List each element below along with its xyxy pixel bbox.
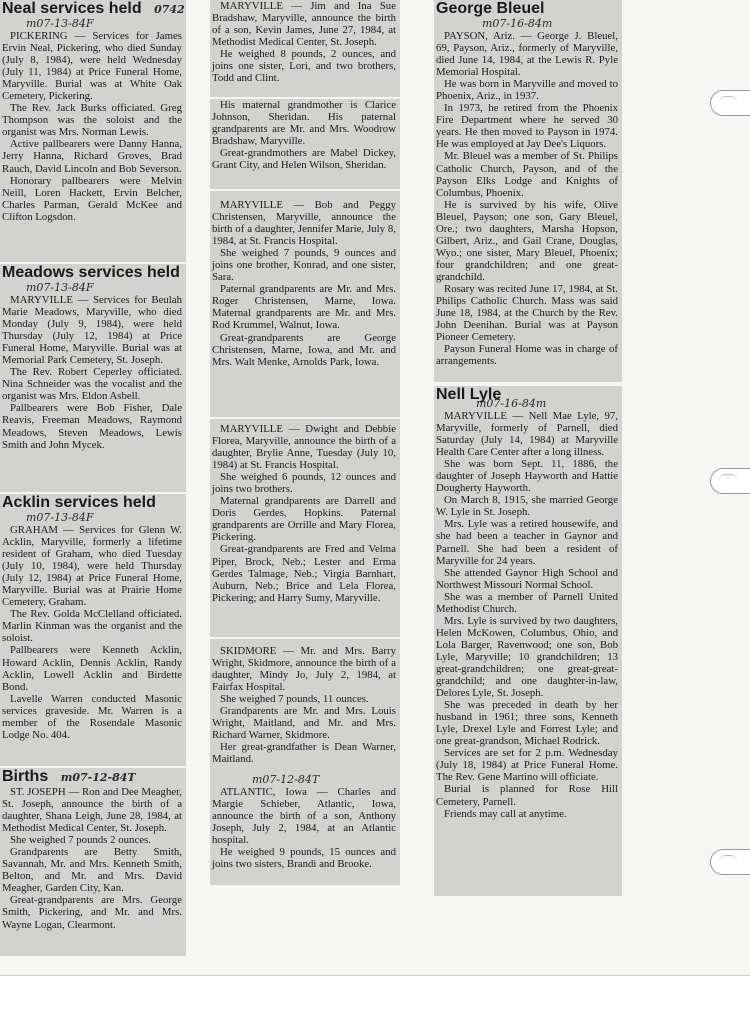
paragraph: The Rev. Jack Burks officiated. Greg Thompson was the soloist and the organist was Mrs. Norman Lewis. — [2, 102, 182, 139]
scan-background — [0, 975, 750, 1033]
paragraph: MARYVILLE — Bob and Peggy Christensen, Maryville, announce the birth of a daughter, Jennifer Marie, July 8, 1984, at St. Francis Hospital. — [212, 199, 396, 248]
headline: Acklin services held — [2, 494, 156, 511]
paragraph: Maternal grandparents are Darrell and Doris Gerdes, Hopkins. Paternal grandparents are Orrille and Mary Florea, Pickering. — [212, 495, 396, 544]
clipping-schieber-birth — [210, 774, 400, 885]
paragraph: She weighed 6 pounds, 12 ounces and joins two brothers. — [212, 471, 396, 496]
paragraph: Burial is planned for Rose Hill Cemetery, Parnell. — [436, 783, 618, 808]
paragraph: Great-grandparents are Fred and Velma Piper, Brock, Neb.; Lester and Erma Gerdes Talmage, Neb.; Virgia Barnhart, Auburn, Neb.; Brice and Lela Florea, Pickering; and Harry Sumy, Maryville. — [212, 543, 396, 604]
paragraph: The Rev. Robert Ceperley officiated. Nina Schneider was the vocalist and the organist was Mrs. Eldon Asbell. — [2, 366, 182, 403]
paragraph: MARYVILLE — Jim and Ina Sue Bradshaw, Maryville, announce the birth of a son, Kevin James, June 27, 1984, at Methodist Medical Center, St. Joseph. — [212, 0, 396, 49]
paragraph: Honorary pallbearers were Melvin Neill, Loren Hackett, Ervin Belcher, Charles Parman, Gerald McKee and Clifton Logsdon. — [2, 174, 182, 223]
paragraph: Great-grandparents are George Christensen, Marne, Iowa, and Mr. and Mrs. Walt Menke, Arnolds Park, Iowa. — [212, 331, 396, 368]
headline: George Bleuel — [436, 0, 545, 17]
paragraph: He weighed 9 pounds, 15 ounces and joins two sisters, Brandi and Brooke. — [212, 846, 396, 871]
paragraph: Paternal grandparents are Mr. and Mrs. Roger Christensen, Marne, Iowa. Maternal grandparents are Mr. and Mrs. Rod Krummel, Walnut, Iowa. — [212, 283, 396, 332]
paragraph: Grandparents are Betty Smith, Savannah, Mr. and Mrs. Kenneth Smith, Belton, and Mr. and Mrs. David Meagher, Garden City, Kan. — [2, 846, 182, 895]
paragraph: He was born in Maryville and moved to Phoenix, Ariz., in 1937. — [436, 78, 618, 103]
clipping-wright-birth — [210, 639, 400, 774]
paragraph: Mr. Bleuel was a member of St. Philips Catholic Church, Payson, and of the Payson Elks Lodge and Knights of Columbus, Phoenix. — [436, 150, 618, 199]
paragraph: On March 8, 1915, she married George W. Lyle in St. Joseph. — [436, 494, 618, 519]
paragraph: She was a member of Parnell United Methodist Church. — [436, 590, 618, 615]
handwritten-date-note: m07-13-84F — [26, 511, 94, 524]
clipping-acklin-services — [0, 494, 186, 766]
paragraph: PICKERING — Services for James Ervin Neal, Pickering, who died Sunday (July 8, 1984), were held Wednesday (July 11, 1984) at Price Funeral Home, Maryville. Burial was at White Oak Cemetery, Pickering. — [2, 30, 182, 103]
handwritten-date-note: m07-16-84m — [482, 17, 553, 30]
clipping-christensen-birth — [210, 191, 400, 417]
paragraph: Services are set for 2 p.m. Wednesday (July 18, 1984) at Price Funeral Home. The Rev. Gene Martino will officiate. — [436, 747, 618, 784]
clipping-george-bleuel — [434, 0, 622, 382]
paragraph: She attended Gaynor High School and Northwest Missouri Normal School. — [436, 566, 618, 591]
headline: Births m07-12-84T — [2, 768, 136, 785]
paragraph: MARYVILLE — Nell Mae Lyle, 97, Maryville, formerly of Parnell, died Saturday (July 14, 1984) at Maryville Health Care Center after a long illness. — [436, 410, 618, 459]
paragraph: ATLANTIC, Iowa — Charles and Margie Schieber, Atlantic, Iowa, announce the birth of a son, Anthony Joseph, July 2, 1984, at an Atlantic hospital. — [212, 786, 396, 847]
headline: Nell Lyle — [436, 386, 502, 403]
paragraph: Great-grandmothers are Mabel Dickey, Grant City, and Helen Wilson, Sheridan. — [212, 147, 396, 172]
clipping-bradshaw-grandparents — [210, 99, 400, 189]
paragraph: Pallbearers were Kenneth Acklin, Howard Acklin, Dennis Acklin, Randy Acklin, Lowell Acklin and Birdette Bond. — [2, 644, 182, 693]
handwritten-note: 0742 — [154, 3, 185, 16]
clipping-bradshaw-birth — [210, 0, 400, 97]
paragraph: He weighed 8 pounds, 2 ounces, and joins one sister, Lori, and two brothers, Todd and Clint. — [212, 48, 396, 85]
paragraph: ST. JOSEPH — Ron and Dee Meagher, St. Joseph, announce the birth of a daughter, Shana Leigh, June 28, 1984, at Methodist Medical Center, St. Joseph. — [2, 786, 182, 835]
clipping-florea-birth — [210, 419, 400, 637]
clipping-meadows-services — [0, 264, 186, 492]
handwritten-date-note: m07-13-84F — [26, 17, 94, 30]
paragraph: Mrs. Lyle is survived by two daughters, Helen McKowen, Columbus, Ohio, and Lola Barger, Ravenwood; one son, Bob Lyle, Maryville; 10 grandchildren; 13 great-grandchildren; one great-great-grandchild; and one daughter-in-law, Delores Lyle, St. Joseph. — [436, 614, 618, 700]
paragraph: Grandparents are Mr. and Mrs. Louis Wright, Maitland, and Mr. and Mrs. Richard Warner, Skidmore. — [212, 705, 396, 742]
paragraph: Her great-grandfather is Dean Warner, Maitland. — [212, 741, 396, 766]
handwritten-date-note: m07-12-84T — [60, 771, 136, 784]
paragraph: Active pallbearers were Danny Hanna, Jerry Hanna, Richard Groves, Brad Rauch, David Lincoln and Bob Severson. — [2, 138, 182, 175]
punch-hole — [710, 468, 750, 494]
paragraph: In 1973, he retired from the Phoenix Fire Department where he served 30 years. He then moved to Payson in 1974. He was employed at Jay Dee's Liquors. — [436, 102, 618, 151]
punch-hole — [710, 90, 750, 116]
paragraph: Rosary was recited June 17, 1984, at St. Philips Catholic Church. Mass was said June 18, 1984, at the Church by the Rev. John Deenihan. Burial was at Payson Pioneer Cemetery. — [436, 282, 618, 344]
paragraph: Friends may call at anytime. — [444, 807, 567, 820]
paragraph: She weighed 7 pounds, 11 ounces. — [220, 693, 369, 706]
paragraph: Payson Funeral Home was in charge of arrangements. — [436, 343, 618, 368]
headline: Neal services held 0742 — [2, 0, 185, 17]
paragraph: GRAHAM — Services for Glenn W. Acklin, Maryville, formerly a lifetime resident of Graham, who died Tuesday (July 10, 1984), were held Thursday (July 12, 1984) at Price Funeral Home, Maryville. Burial was at Prairie Home Cemetery, Graham. — [2, 524, 182, 609]
paragraph: She was preceded in death by her husband in 1961; three sons, Kenneth Lyle, Drexel Lyle and Forrest Lyle; and one great-grandson, Michael Rodrick. — [436, 699, 618, 748]
paragraph: Mrs. Lyle was a retired housewife, and she had been a teacher in Gaynor and Parnell. She had been a resident of Maryville for 24 years. — [436, 518, 618, 567]
paragraph: She weighed 7 pounds 2 ounces. — [10, 834, 151, 847]
punch-hole — [710, 849, 750, 875]
clipping-nell-lyle — [434, 386, 622, 896]
paragraph: His maternal grandmother is Clarice Johnson, Sheridan. His paternal grandparents are Mr. and Mrs. Woodrow Bradshaw, Maryville. — [212, 99, 396, 148]
handwritten-date-note: m07-12-84T — [252, 774, 320, 786]
paragraph: MARYVILLE — Services for Beulah Marie Meadows, Maryville, who died Monday (July 9, 1984), were held Thursday (July 12, 1984) at Price Funeral Home, Maryville. Burial was at Memorial Park Cemetery, St. Joseph. — [2, 294, 182, 367]
handwritten-date-note: m07-13-84F — [26, 281, 94, 294]
paragraph: Great-grandparents are Mrs. George Smith, Pickering, and Mr. and Mrs. Wayne Logan, Clearmont. — [2, 894, 182, 931]
paragraph: Pallbearers were Bob Fisher, Dale Reavis, Freeman Meadows, Raymond Meadows, Steven Meadows, Lewis Smith and John Mycek. — [2, 402, 182, 451]
paragraph: Lavelle Warren conducted Masonic services graveside. Mr. Warren is a member of the Rosendale Masonic Lodge No. 404. — [2, 692, 182, 741]
clipping-neal-services — [0, 0, 186, 262]
paragraph: PAYSON, Ariz. — George J. Bleuel, 69, Payson, Ariz., formerly of Maryville, died June 14, 1984, at the Lewis R. Pyle Memorial Hospital. — [436, 30, 618, 79]
paragraph: He is survived by his wife, Olive Bleuel, Payson; one son, Gary Bleuel, Ore.; two daughters, Marsha Hopson, Gilbert, Ariz., and Gail Crane, Douglas, Wyo.; one sister, Mary Bleuel, Phoenix; four grandchildren; and one great-grandchild. — [436, 198, 618, 283]
paragraph: The Rev. Golda McClelland officiated. Marlin Kinman was the organist and the soloist. — [2, 608, 182, 645]
handwritten-date-note: m07-16-84m — [476, 397, 547, 410]
clipping-births — [0, 768, 186, 956]
headline: Meadows services held — [2, 264, 180, 281]
paragraph: She weighed 7 pounds, 9 ounces and joins one brother, Konrad, and one sister, Sara. — [212, 247, 396, 284]
paragraph: MARYVILLE — Dwight and Debbie Florea, Maryville, announce the birth of a daughter, Brylie Anne, Tuesday (July 10, 1984) at St. Francis Hospital. — [212, 423, 396, 472]
paragraph: She was born Sept. 11, 1886, the daughter of Joseph Hayworth and Hattie Dougherty Hayworth. — [436, 458, 618, 495]
paragraph: SKIDMORE — Mr. and Mrs. Barry Wright, Skidmore, announce the birth of a daughter, Mindy Jo, July 2, 1984, at Fairfax Hospital. — [212, 645, 396, 694]
